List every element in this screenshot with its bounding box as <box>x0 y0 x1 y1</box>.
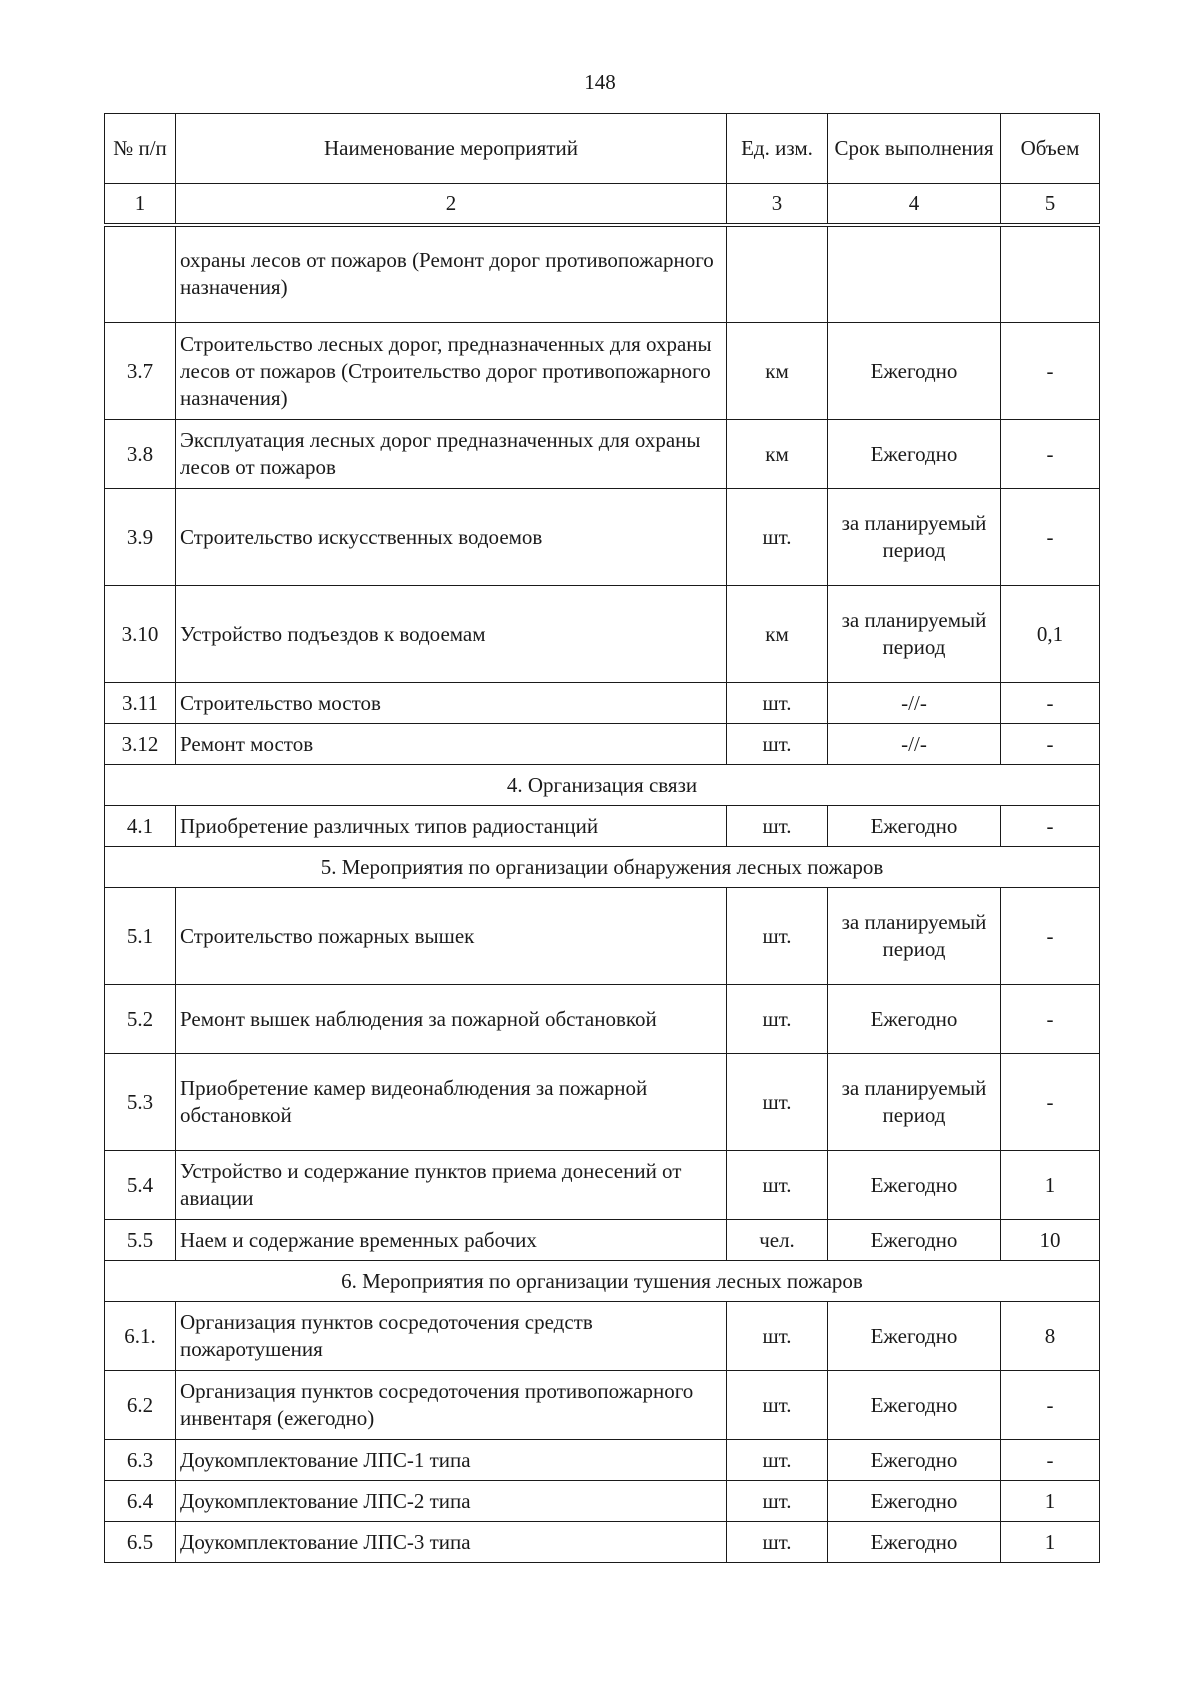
table-row <box>105 888 1100 985</box>
unit-cell: шт. <box>727 806 828 847</box>
term-cell: Ежегодно <box>828 1371 1001 1440</box>
unit-cell: шт. <box>727 1302 828 1371</box>
volume-cell: - <box>1001 724 1100 765</box>
term-cell: за планируемый период <box>828 489 1001 586</box>
column-number: 1 <box>105 184 176 225</box>
measure-name: Эксплуатация лесных дорог предназначенных для охраны лесов от пожаров <box>176 420 727 489</box>
volume-cell: - <box>1001 1054 1100 1151</box>
column-number: 2 <box>176 184 727 225</box>
unit-cell: км <box>727 323 828 420</box>
measure-name: Наем и содержание временных рабочих <box>176 1220 727 1261</box>
table-row <box>105 1371 1100 1440</box>
term-cell: Ежегодно <box>828 323 1001 420</box>
unit-cell: шт. <box>727 1054 828 1151</box>
table-row <box>105 225 1100 323</box>
header-term: Срок выполнения <box>828 114 1001 184</box>
volume-cell: - <box>1001 806 1100 847</box>
column-number: 5 <box>1001 184 1100 225</box>
unit-cell: чел. <box>727 1220 828 1261</box>
measures-table <box>104 113 1100 1563</box>
column-number-row <box>105 184 1100 225</box>
measure-name: Доукомплектование ЛПС-3 типа <box>176 1522 727 1563</box>
volume-cell: 1 <box>1001 1151 1100 1220</box>
term-cell: Ежегодно <box>828 985 1001 1054</box>
unit-cell: шт. <box>727 888 828 985</box>
volume-cell: - <box>1001 323 1100 420</box>
row-number: 5.3 <box>105 1054 176 1151</box>
table-row <box>105 323 1100 420</box>
table-row <box>105 1054 1100 1151</box>
page-number: 148 <box>584 70 616 94</box>
header-unit: Ед. изм. <box>727 114 828 184</box>
table-header-row <box>105 114 1100 184</box>
unit-cell: шт. <box>727 1440 828 1481</box>
volume-cell: 1 <box>1001 1481 1100 1522</box>
volume-cell: 8 <box>1001 1302 1100 1371</box>
row-number: 5.1 <box>105 888 176 985</box>
term-cell: за планируемый период <box>828 888 1001 985</box>
measure-name: Доукомплектование ЛПС-2 типа <box>176 1481 727 1522</box>
section-title: 4. Организация связи <box>105 765 1100 806</box>
unit-cell: шт. <box>727 1481 828 1522</box>
unit-cell: шт. <box>727 985 828 1054</box>
volume-cell: 0,1 <box>1001 586 1100 683</box>
row-number: 3.8 <box>105 420 176 489</box>
volume-cell: - <box>1001 1371 1100 1440</box>
table-row <box>105 1220 1100 1261</box>
row-number: 6.4 <box>105 1481 176 1522</box>
unit-cell: шт. <box>727 489 828 586</box>
measure-name: Ремонт мостов <box>176 724 727 765</box>
table-row <box>105 1522 1100 1563</box>
term-cell: Ежегодно <box>828 1522 1001 1563</box>
section-title: 5. Мероприятия по организации обнаружения лесных пожаров <box>105 847 1100 888</box>
row-number: 6.1. <box>105 1302 176 1371</box>
table-row <box>105 985 1100 1054</box>
table-row <box>105 1302 1100 1371</box>
table-row <box>105 1440 1100 1481</box>
volume-cell: - <box>1001 420 1100 489</box>
term-cell <box>828 225 1001 323</box>
volume-cell: - <box>1001 985 1100 1054</box>
section-title: 6. Мероприятия по организации тушения лесных пожаров <box>105 1261 1100 1302</box>
row-number: 6.2 <box>105 1371 176 1440</box>
row-number: 5.5 <box>105 1220 176 1261</box>
unit-cell: шт. <box>727 1151 828 1220</box>
term-cell: Ежегодно <box>828 420 1001 489</box>
row-number: 6.3 <box>105 1440 176 1481</box>
volume-cell <box>1001 225 1100 323</box>
term-cell: Ежегодно <box>828 1481 1001 1522</box>
row-number: 3.12 <box>105 724 176 765</box>
term-cell: Ежегодно <box>828 1220 1001 1261</box>
header-num: № п/п <box>105 114 176 184</box>
term-cell: Ежегодно <box>828 1440 1001 1481</box>
measure-name: Ремонт вышек наблюдения за пожарной обстановкой <box>176 985 727 1054</box>
measure-name: Строительство пожарных вышек <box>176 888 727 985</box>
row-number: 3.7 <box>105 323 176 420</box>
volume-cell: - <box>1001 489 1100 586</box>
table-row <box>105 806 1100 847</box>
row-number <box>105 225 176 323</box>
measure-name: Организация пунктов сосредоточения противопожарного инвентаря (ежегодно) <box>176 1371 727 1440</box>
row-number: 3.11 <box>105 683 176 724</box>
measure-name: охраны лесов от пожаров (Ремонт дорог противопожарного назначения) <box>176 225 727 323</box>
term-cell: -//- <box>828 683 1001 724</box>
unit-cell: шт. <box>727 1371 828 1440</box>
volume-cell: 10 <box>1001 1220 1100 1261</box>
volume-cell: - <box>1001 888 1100 985</box>
unit-cell <box>727 225 828 323</box>
row-number: 3.10 <box>105 586 176 683</box>
volume-cell: - <box>1001 683 1100 724</box>
unit-cell: шт. <box>727 683 828 724</box>
term-cell: -//- <box>828 724 1001 765</box>
section-header-row <box>105 1261 1100 1302</box>
term-cell: за планируемый период <box>828 1054 1001 1151</box>
table-row <box>105 489 1100 586</box>
measure-name: Устройство подъездов к водоемам <box>176 586 727 683</box>
unit-cell: шт. <box>727 724 828 765</box>
section-header-row <box>105 765 1100 806</box>
row-number: 5.2 <box>105 985 176 1054</box>
measure-name: Строительство мостов <box>176 683 727 724</box>
term-cell: за планируемый период <box>828 586 1001 683</box>
measure-name: Приобретение камер видеонаблюдения за пожарной обстановкой <box>176 1054 727 1151</box>
measure-name: Приобретение различных типов радиостанций <box>176 806 727 847</box>
unit-cell: км <box>727 420 828 489</box>
measure-name: Строительство лесных дорог, предназначенных для охраны лесов от пожаров (Строительство дорог противопожарного назначения) <box>176 323 727 420</box>
header-name: Наименование мероприятий <box>176 114 727 184</box>
column-number: 3 <box>727 184 828 225</box>
term-cell: Ежегодно <box>828 1302 1001 1371</box>
unit-cell: шт. <box>727 1522 828 1563</box>
row-number: 3.9 <box>105 489 176 586</box>
measure-name: Организация пунктов сосредоточения средств пожаротушения <box>176 1302 727 1371</box>
row-number: 4.1 <box>105 806 176 847</box>
table-row <box>105 420 1100 489</box>
term-cell: Ежегодно <box>828 806 1001 847</box>
table-row <box>105 1151 1100 1220</box>
section-header-row <box>105 847 1100 888</box>
term-cell: Ежегодно <box>828 1151 1001 1220</box>
measure-name: Доукомплектование ЛПС-1 типа <box>176 1440 727 1481</box>
row-number: 6.5 <box>105 1522 176 1563</box>
measure-name: Устройство и содержание пунктов приема донесений от авиации <box>176 1151 727 1220</box>
table-row <box>105 1481 1100 1522</box>
unit-cell: км <box>727 586 828 683</box>
column-number: 4 <box>828 184 1001 225</box>
volume-cell: 1 <box>1001 1522 1100 1563</box>
row-number: 5.4 <box>105 1151 176 1220</box>
volume-cell: - <box>1001 1440 1100 1481</box>
measure-name: Строительство искусственных водоемов <box>176 489 727 586</box>
table-row <box>105 724 1100 765</box>
table-row <box>105 683 1100 724</box>
table-row <box>105 586 1100 683</box>
header-volume: Объем <box>1001 114 1100 184</box>
